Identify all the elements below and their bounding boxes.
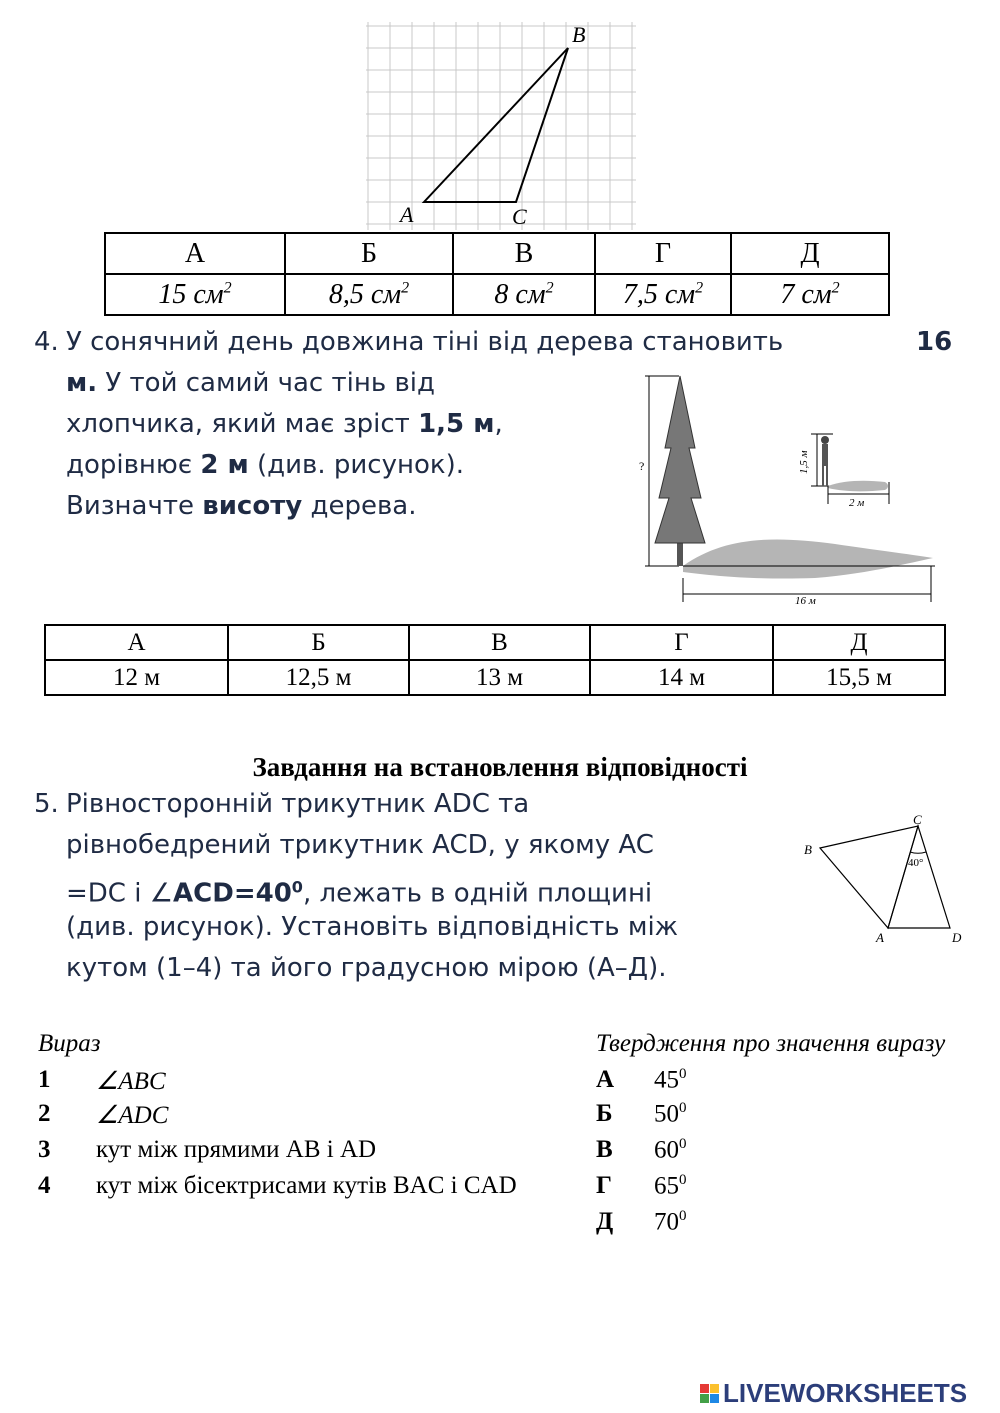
q4-line5: Визначте висоту дерева.: [66, 491, 417, 521]
q5-vertex-b: B: [804, 842, 812, 857]
matching-left-header: Вираз: [38, 1030, 101, 1057]
liveworksheets-wordmark: LIVEWORKSHEETS: [723, 1378, 968, 1408]
t1-cell: 7 $см^2$: [731, 274, 889, 315]
q5-line3: =DC і $\angle ACD=40^0$, лежать в одній площині: [66, 877, 653, 909]
q4-line1: У сонячний день довжина тіні від дерева становить: [66, 327, 784, 357]
t1-cell: 15 $см^2$: [105, 274, 285, 315]
left-item-4: 4 кут між бісектрисами кутів BAC і CAD: [38, 1172, 517, 1199]
q5-vertex-d: D: [952, 930, 962, 945]
left-item-3: 3 кут між прямими AB і AD: [38, 1136, 377, 1163]
q5-angle-label: 40°: [908, 857, 924, 869]
t1-header-g: Г: [595, 233, 731, 274]
t1-cell: 8 $см^2$: [453, 274, 595, 315]
tree-height-question: ?: [639, 459, 645, 473]
t2-cell: 13 м: [409, 660, 590, 695]
t2-cell: 14 м: [590, 660, 773, 695]
t1-cell: 8,5 $см^2$: [285, 274, 453, 315]
right-item-v: В $60^0$: [596, 1136, 687, 1164]
left-item-1: 1 ∠ABC: [38, 1066, 166, 1095]
t1-cell: 7,5 $см^2$: [595, 274, 731, 315]
t2-cell: 15,5 м: [773, 660, 945, 695]
t2-header-a: А: [45, 625, 228, 660]
t1-header-a: А: [105, 233, 285, 274]
t2-header-b: Б: [228, 625, 409, 660]
answer-table-1: [104, 232, 890, 316]
right-item-b: Б $50^0$: [596, 1100, 687, 1128]
tree-shadow-shape: [683, 539, 933, 578]
q4-line2: м. У той самий час тінь від: [66, 368, 435, 398]
q4-line4: дорівнює 2 м (див. рисунок).: [66, 450, 465, 480]
vertex-b-label: B: [572, 22, 586, 47]
answer-table-2: [44, 624, 946, 696]
t2-cell: 12 м: [45, 660, 228, 695]
boy-icon: [821, 436, 829, 486]
vertex-a-label: A: [400, 202, 414, 227]
boy-height-label: 1,5 м: [798, 450, 810, 474]
q5-number: 5.: [34, 789, 59, 819]
section-title: Завдання на встановлення відповідності: [252, 752, 748, 782]
triangles-figure: [800, 812, 970, 947]
t1-header-d: Д: [731, 233, 889, 274]
tree-shadow-label: 16 м: [795, 595, 816, 607]
liveworksheets-logo: [700, 1378, 967, 1409]
triangle-grid-figure: [366, 22, 636, 230]
q5-line4: (див. рисунок). Установіть відповідність між: [66, 912, 679, 942]
t2-header-g: Г: [590, 625, 773, 660]
t2-header-d: Д: [773, 625, 945, 660]
t2-cell: 12,5 м: [228, 660, 409, 695]
q4-line3: хлопчика, який має зріст 1,5 м,: [66, 409, 503, 439]
q5-line1: Рівносторонній трикутник ADC та: [66, 789, 530, 819]
q5-vertex-a: A: [876, 930, 884, 945]
tree-shadow-figure: [635, 368, 945, 608]
boy-shadow-shape: [828, 481, 888, 492]
right-item-g: Г $65^0$: [596, 1172, 687, 1200]
t1-header-b: Б: [285, 233, 453, 274]
right-item-d: Д $70^0$: [596, 1208, 687, 1236]
liveworksheets-logo-icon: [700, 1384, 719, 1403]
q5-line5: кутом (1–4) та його градусною мірою (А–Д).: [66, 953, 667, 983]
t1-header-v: В: [453, 233, 595, 274]
left-item-2: 2 ∠ADC: [38, 1100, 169, 1129]
q5-vertex-c: C: [913, 812, 922, 827]
q4-value-16: 16: [916, 327, 953, 357]
right-item-a: А $45^0$: [596, 1066, 687, 1094]
q5-line2: рівнобедрений трикутник ACD, у якому AC: [66, 830, 654, 860]
tree-icon: [655, 376, 705, 566]
q4-number: 4.: [34, 327, 59, 357]
vertex-c-label: C: [512, 204, 527, 229]
boy-shadow-label: 2 м: [849, 497, 865, 509]
t2-header-v: В: [409, 625, 590, 660]
matching-right-header: Твердження про значення виразу: [596, 1030, 946, 1057]
